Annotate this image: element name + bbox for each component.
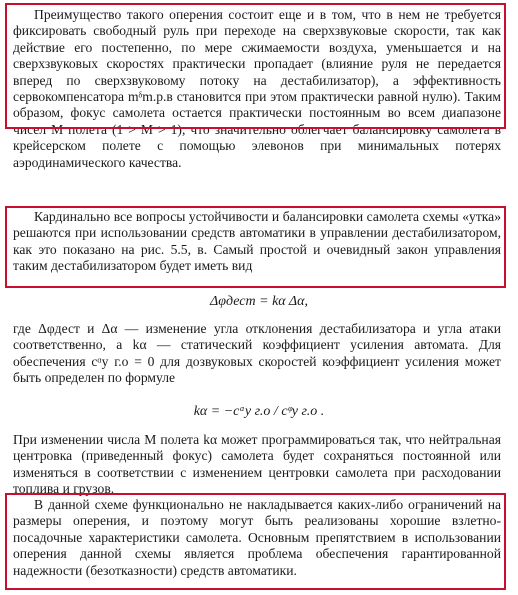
paragraph-5: В данной схеме функционально не накладывается каких-либо ограничений на размеры оперения, и поэтому могут быть реализованы хорошие взлетно-посадочные характеристики самолета. Основным препятствием в использовании оперения данной схемы является проблема обеспечения гарантированной надежности (безотказности) средств автоматики. (13, 497, 501, 578)
paragraph-4: При изменении числа М полета kα может программироваться так, что нейтральная центровка (приведенный фокус) самолета будет сохраняться постоянной или изменяться в соответствии с изменением центровки самолета при расходовании топлива и грузов. (13, 432, 501, 497)
formula-1: Δφдест = kα Δα, (210, 294, 308, 309)
paragraph-2: Кардинально все вопросы устойчивости и балансировки самолета схемы «утка» решаются при использовании средств автоматики в управлении дестабилизатором, как это показано на рис. 5.5, в. Самый простой и очевидный закон управления таким дестабилизатором будет иметь вид (13, 209, 501, 274)
formula-2: kα = −cᵅy г.о / cᵠy г.о . (193, 404, 325, 419)
paragraph-3: где Δφдест и Δα — изменение угла отклонения дестабилизатора и угла атаки соответственно, а kα — статический коэффициент усиления автомата. Для обеспечения cᵅy г.о = 0 для дозвуковых скоростей коэффициент усиления может быть определен по формуле (13, 321, 501, 386)
paragraph-1: Преимущество такого оперения состоит еще и в том, что в нем не требуется фиксировать свободный руль при переходе на сверхзвуковые скорости, так как действие его постепенно, по мере сжимаемости воздуха, уменьшается и на сверхзвуковых скоростях практически пропадает (влияние руля не передается вперед по сверхзвуковому потоку на дестабилизатор), а эффективность сервокомпенсатора mᵟm.p.в становится при этом практически равной нулю). Таким образом, фокус самолета остается практически постоянным во всем диапазоне чисел М полета (1 > M > 1), что значительно облегчает балансировку самолета в крейсерском полете с помощью элевонов при минимальных потерях аэродинамического качества. (13, 7, 501, 170)
